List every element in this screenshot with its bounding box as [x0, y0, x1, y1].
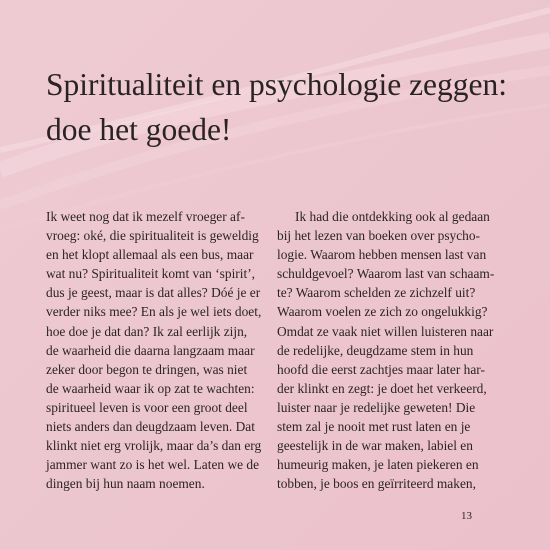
right-column: [277, 207, 506, 493]
text-line: de waarheid waar ik op zat te wachten:: [46, 380, 255, 396]
title-line-1: Spiritualiteit en psychologie zeggen:: [46, 67, 508, 102]
text-line: wat nu? Spiritualiteit komt van ‘spirit’,: [46, 266, 256, 282]
text-line: Waarom voelen ze zich zo ongelukkig?: [277, 304, 488, 320]
text-line: luister naar je redelijke geweten! Die: [277, 399, 476, 415]
text-line: en het klopt allemaal als een bus, maar: [46, 247, 254, 263]
text-line: logie. Waarom hebben mensen last van: [277, 247, 487, 263]
text-line: te? Waarom schelden ze zichzelf uit?: [277, 285, 476, 301]
text-line: spiritueel leven is voor een groot deel: [46, 399, 248, 415]
text-line: niets anders dan deugdzaam leven. Dat: [46, 419, 255, 435]
text-line: vroeg: oké, die spiritualiteit is geweldig: [46, 228, 259, 244]
title-line-2: doe het goede!: [46, 112, 232, 147]
text-line: Omdat ze vaak niet willen luisteren naar: [277, 323, 494, 339]
text-line-first: Ik had die ontdekking ook al gedaan: [295, 209, 490, 224]
text-line: humeurig maken, je laten piekeren en: [277, 457, 479, 473]
text-line: bij het lezen van boeken over psycho-: [277, 228, 481, 244]
text-line: tobben, je boos en geïrriteerd maken,: [277, 476, 476, 492]
text-line: verder niks mee? En als je wel iets doet,: [46, 304, 262, 320]
text-line: de waarheid die daarna langzaam maar: [46, 342, 255, 358]
text-line: schuldgevoel? Waarom last van schaam-: [277, 266, 495, 282]
text-line: dus je geest, maar is dat alles? Dóé je er: [46, 285, 261, 301]
text-line: der klinkt en zegt: je doet het verkeerd,: [277, 380, 487, 396]
text-line: Ik weet nog dat ik mezelf vroeger af-: [46, 209, 245, 224]
text-line: stem zal je nooit met rust laten en je: [277, 419, 471, 435]
text-line: geestelijk in de war maken, labiel en: [277, 438, 473, 454]
text-line: klinkt niet erg vrolijk, maar da’s dan erg: [46, 438, 262, 454]
text-line: zeker door begon te dringen, was niet: [46, 361, 248, 377]
text-line: de redelijke, deugdzame stem in hun: [277, 342, 474, 358]
text-line: dingen bij hun naam noemen.: [46, 476, 205, 492]
page-title: [46, 62, 516, 152]
page-number: 13: [461, 510, 472, 522]
text-line: hoofd die eerst zachtjes maar later har-: [277, 361, 485, 377]
text-line: jammer want zo is het wel. Laten we de: [46, 457, 260, 473]
text-line: hoe doe je dat dan? Ik zal eerlijk zijn,: [46, 323, 248, 339]
left-column: [46, 207, 275, 493]
